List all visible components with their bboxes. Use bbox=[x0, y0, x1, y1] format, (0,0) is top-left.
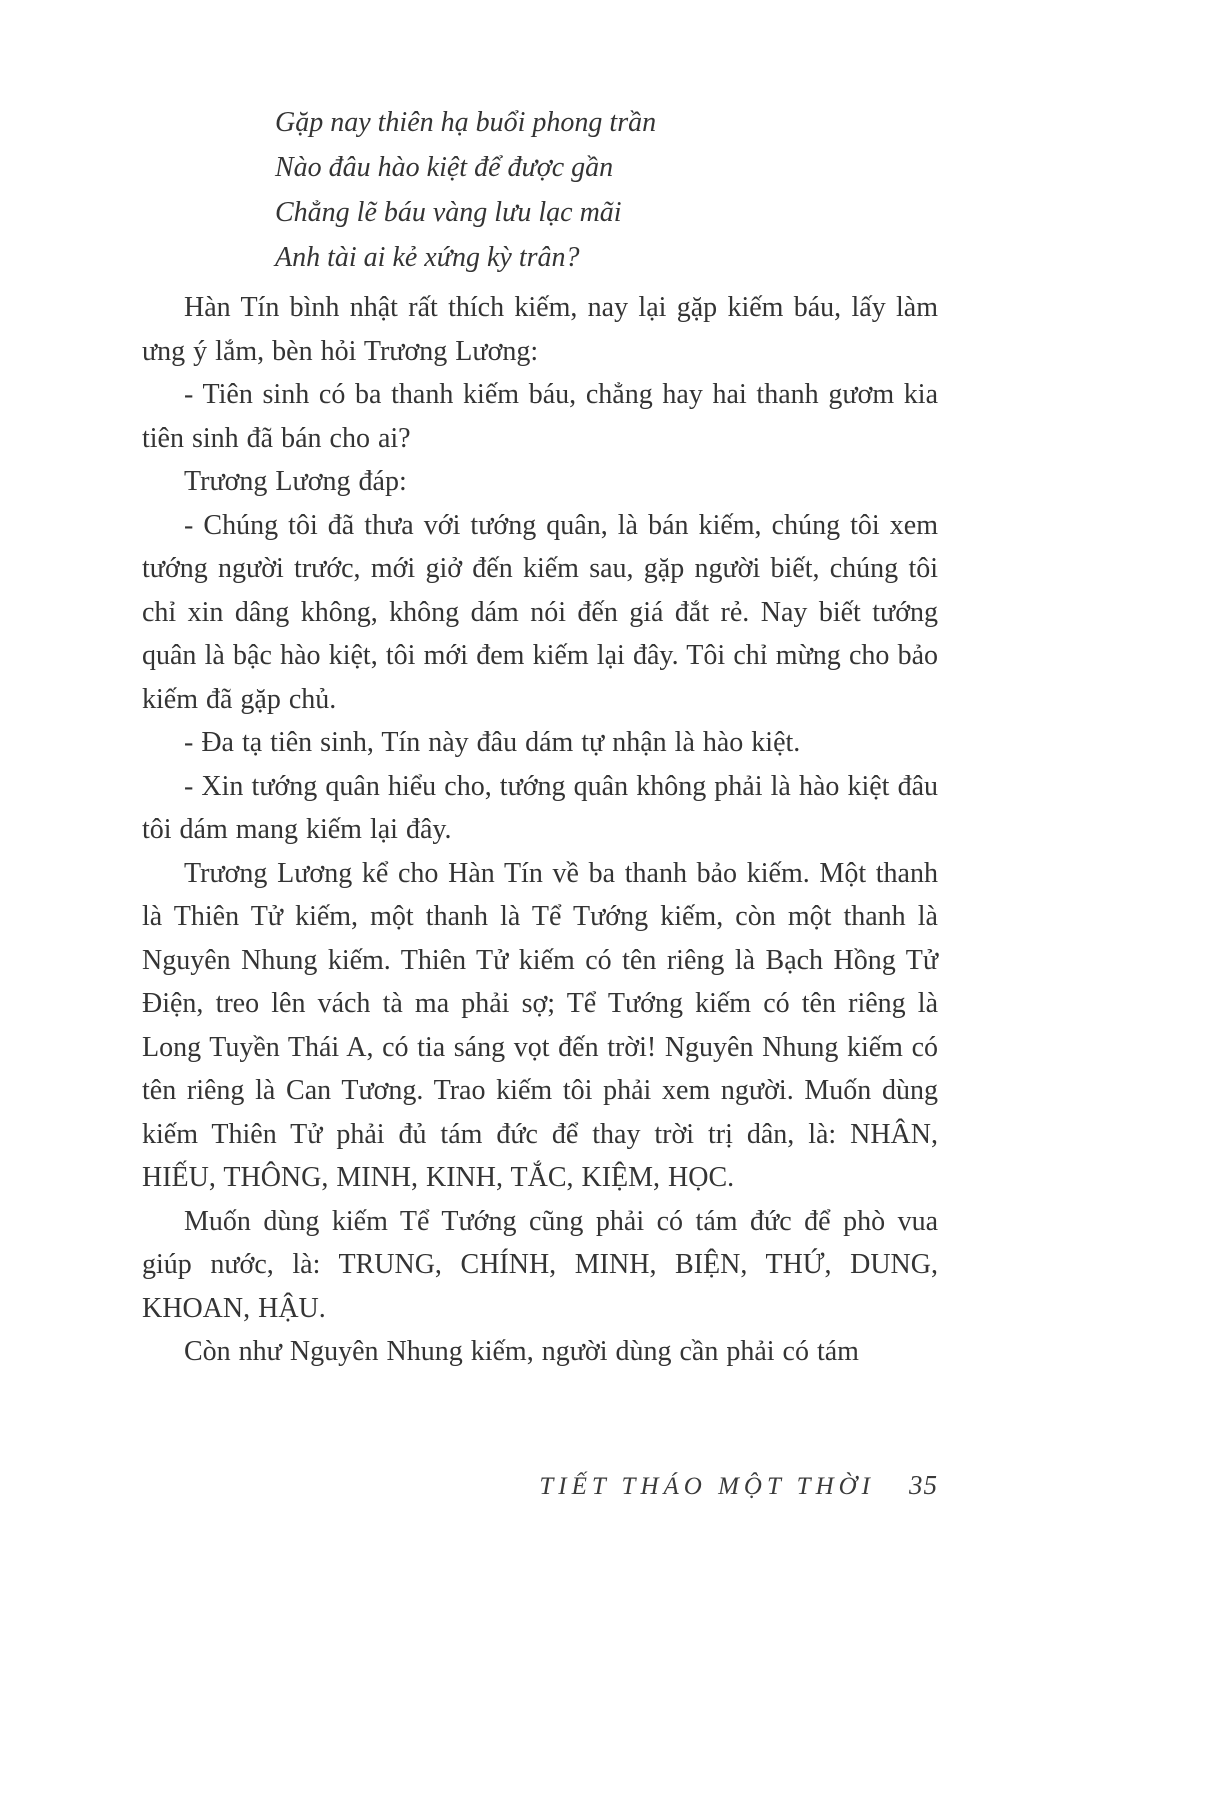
running-title: TIẾT THÁO MỘT THỜI bbox=[539, 1473, 875, 1500]
paragraph: - Xin tướng quân hiểu cho, tướng quân không phải là hào kiệt đâu tôi dám mang kiếm lại đây. bbox=[142, 770, 938, 845]
paragraph: Hàn Tín bình nhật rất thích kiếm, nay lại gặp kiếm báu, lấy làm ưng ý lắm, bèn hỏi Trương Lương: bbox=[142, 292, 938, 367]
poem-line: Nào đâu hào kiệt để được gần bbox=[275, 152, 614, 183]
page-footer bbox=[142, 1470, 938, 1501]
paragraph: - Đa tạ tiên sinh, Tín này đâu dám tự nhận là hào kiệt. bbox=[184, 727, 801, 758]
paragraph: Muốn dùng kiếm Tể Tướng cũng phải có tám đức để phò vua giúp nước, là: TRUNG, CHÍNH, MINH, BIỆN, THỨ, DUNG, KHOAN, HẬU. bbox=[142, 1205, 938, 1324]
poem-block bbox=[275, 100, 938, 280]
paragraph: Còn như Nguyên Nhung kiếm, người dùng cần phải có tám bbox=[184, 1336, 859, 1367]
poem-line: Gặp nay thiên hạ buổi phong trần bbox=[275, 107, 657, 138]
paragraph: - Chúng tôi đã thưa với tướng quân, là bán kiếm, chúng tôi xem tướng người trước, mới giở đến kiếm sau, gặp người biết, chúng tôi chỉ xin dâng không, không dám nói đến giá đắt rẻ. Nay biết tướng quân là bậc hào kiệt, tôi mới đem kiếm lại đây. Tôi chỉ mừng cho bảo kiếm đã gặp chủ. bbox=[142, 509, 938, 715]
page-content bbox=[142, 100, 938, 1374]
poem-line: Chẳng lẽ báu vàng lưu lạc mãi bbox=[275, 197, 622, 228]
poem-line: Anh tài ai kẻ xứng kỳ trân? bbox=[275, 242, 580, 273]
paragraph: Trương Lương đáp: bbox=[184, 466, 407, 497]
page-number: 35 bbox=[909, 1470, 938, 1500]
paragraph: Trương Lương kể cho Hàn Tín về ba thanh bảo kiếm. Một thanh là Thiên Tử kiếm, một thanh là Tể Tướng kiếm, còn một thanh là Nguyên Nhung kiếm. Thiên Tử kiếm có tên riêng là Bạch Hồng Tử Điện, treo lên vách tà ma phải sợ; Tể Tướng kiếm có tên riêng là Long Tuyền Thái A, có tia sáng vọt đến trời! Nguyên Nhung kiếm có tên riêng là Can Tương. Trao kiếm tôi phải xem người. Muốn dùng kiếm Thiên Tử phải đủ tám đức để thay trời trị dân, là: NHÂN, HIẾU, THÔNG, MINH, KINH, TẮC, KIỆM, HỌC. bbox=[142, 857, 938, 1193]
paragraph: - Tiên sinh có ba thanh kiếm báu, chẳng hay hai thanh gươm kia tiên sinh đã bán cho ai? bbox=[142, 379, 938, 454]
